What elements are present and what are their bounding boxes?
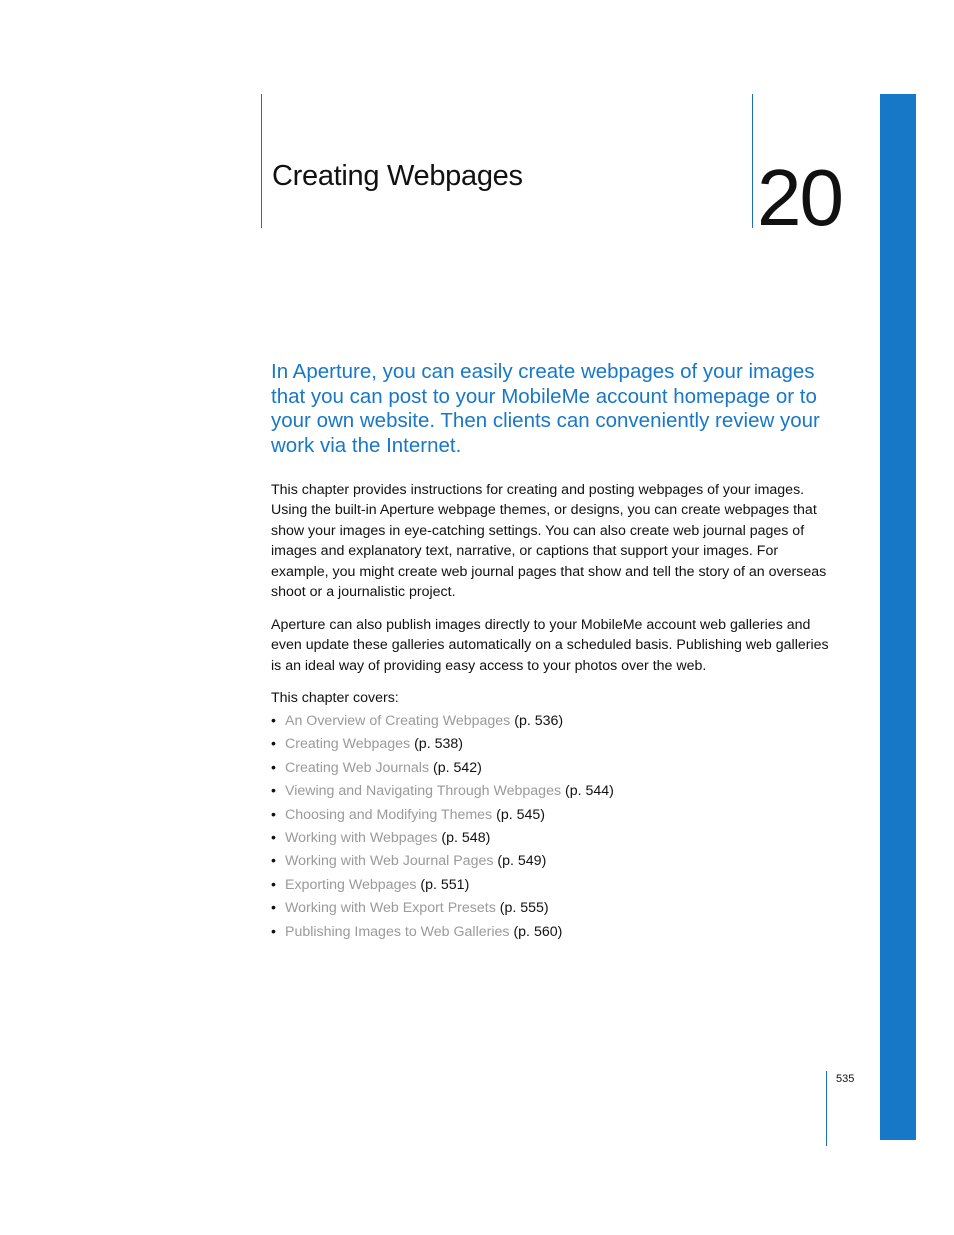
bullet: •	[271, 783, 276, 800]
chapter-contents-list	[271, 710, 614, 944]
toc-link[interactable]: Choosing and Modifying Themes	[285, 806, 493, 823]
bullet: •	[271, 829, 276, 846]
toc-page-ref: (p. 544)	[561, 783, 614, 800]
toc-page-ref: (p. 549)	[493, 853, 547, 870]
page-number: 535	[836, 1073, 855, 1085]
chapter-title: Creating Webpages	[272, 160, 523, 192]
toc-page-ref: (p. 536)	[510, 713, 564, 729]
toc-item	[271, 780, 614, 803]
chapter-side-tab	[880, 94, 916, 1140]
toc-item	[271, 827, 614, 850]
toc-link[interactable]: Publishing Images to Web Galleries	[285, 923, 510, 940]
bullet: •	[271, 736, 276, 753]
toc-page-ref: (p. 545)	[492, 806, 545, 823]
toc-page-ref: (p. 560)	[509, 923, 563, 940]
chapter-number-rule	[752, 94, 753, 228]
toc-link[interactable]: Creating Webpages	[285, 736, 411, 753]
toc-item	[271, 804, 614, 827]
toc-page-ref: (p. 538)	[410, 736, 463, 753]
toc-page-ref: (p. 555)	[495, 900, 549, 917]
toc-item	[271, 733, 614, 756]
toc-page-ref: (p. 551)	[416, 876, 470, 893]
toc-item	[271, 874, 614, 897]
bullet: •	[271, 713, 276, 729]
bullet: •	[271, 759, 276, 776]
toc-item	[271, 757, 614, 780]
bullet: •	[271, 806, 276, 823]
toc-link[interactable]: Working with Web Export Presets	[285, 900, 496, 917]
toc-link[interactable]: An Overview of Creating Webpages	[285, 713, 511, 729]
bullet: •	[271, 900, 276, 917]
toc-link[interactable]: Working with Web Journal Pages	[285, 853, 494, 870]
body-paragraph: Aperture can also publish images directly to your MobileMe account web galleries and even update these galleries automatically on a scheduled basis. Publishing web galleries is an ideal way of providing easy access to your photos over the web.	[271, 617, 829, 674]
toc-link[interactable]: Exporting Webpages	[285, 876, 417, 893]
toc-item	[271, 921, 614, 944]
bullet: •	[271, 923, 276, 940]
body-paragraph: This chapter provides instructions for creating and posting webpages of your images. Using the built-in Aperture webpage themes, or designs, you can create webpages that show your images in eye-catching settings. You can also create web journal pages of images and explanatory text, narrative, or captions that support your images. For example, you might create web journal pages that show and tell the story of an overseas shoot or a journalistic project.	[271, 482, 827, 601]
toc-link[interactable]: Viewing and Navigating Through Webpages	[285, 783, 562, 800]
toc-link[interactable]: Working with Webpages	[285, 829, 438, 846]
toc-item	[271, 710, 614, 733]
toc-page-ref: (p. 548)	[437, 829, 491, 846]
bullet: •	[271, 853, 276, 870]
toc-page-ref: (p. 542)	[429, 759, 482, 776]
toc-item	[271, 850, 614, 873]
folio-rule	[826, 1071, 827, 1146]
title-rule	[261, 94, 262, 228]
chapter-number: 20	[757, 153, 842, 242]
toc-link[interactable]: Creating Web Journals	[285, 759, 430, 776]
toc-item	[271, 897, 614, 920]
toc-heading: This chapter covers:	[271, 690, 399, 706]
bullet: •	[271, 876, 276, 893]
chapter-intro: In Aperture, you can easily create webpages of your images that you can post to your MobileMe account homepage or to your own website. Then clients can conveniently review your work via the Internet.	[271, 360, 820, 458]
